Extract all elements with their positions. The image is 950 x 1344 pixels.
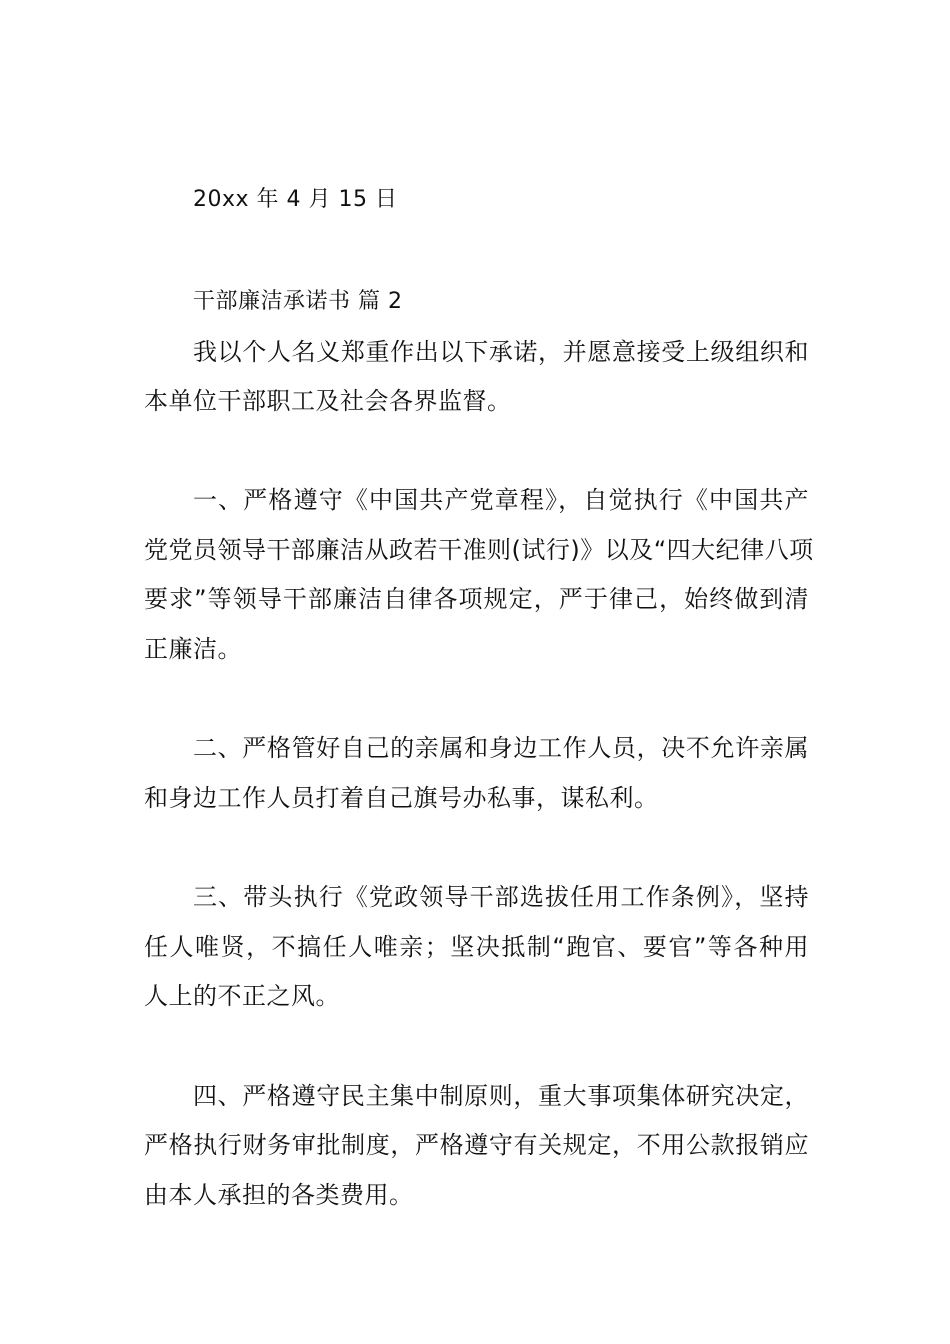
- document-title: 干部廉洁承诺书 篇 2: [193, 289, 403, 314]
- item-2-line-2: 和身边工作人员打着自己旗号办私事，谋私利。: [144, 784, 659, 812]
- item-1-line-1: 一、严格遵守《中国共产党章程》，自觉执行《中国共产: [193, 486, 809, 514]
- item-1-line-2: 党党员领导干部廉洁从政若干准则(试行)》以及“四大纪律八项: [144, 536, 814, 564]
- date-line: 20xx 年 4 月 15 日: [193, 187, 398, 212]
- item-4-line-1: 四、严格遵守民主集中制原则，重大事项集体研究决定，: [193, 1082, 809, 1110]
- item-4-line-2: 严格执行财务审批制度，严格遵守有关规定，不用公款报销应: [144, 1131, 809, 1159]
- item-3-line-1: 三、带头执行《党政领导干部选拔任用工作条例》，坚持: [193, 883, 809, 911]
- intro-line-1: 我以个人名义郑重作出以下承诺，并愿意接受上级组织和: [193, 338, 809, 366]
- item-4-line-3: 由本人承担的各类费用。: [144, 1181, 414, 1209]
- item-1-line-3: 要求”等领导干部廉洁自律各项规定，严于律己，始终做到清: [144, 585, 809, 613]
- item-3-line-3: 人上的不正之风。: [144, 982, 340, 1010]
- item-2-line-1: 二、严格管好自己的亲属和身边工作人员，决不允许亲属: [193, 734, 809, 762]
- item-3-line-2: 任人唯贤，不搞任人唯亲；坚决抵制“跑官、要官”等各种用: [144, 933, 809, 961]
- item-1-line-4: 正廉洁。: [144, 635, 242, 663]
- intro-line-2: 本单位干部职工及社会各界监督。: [144, 387, 512, 415]
